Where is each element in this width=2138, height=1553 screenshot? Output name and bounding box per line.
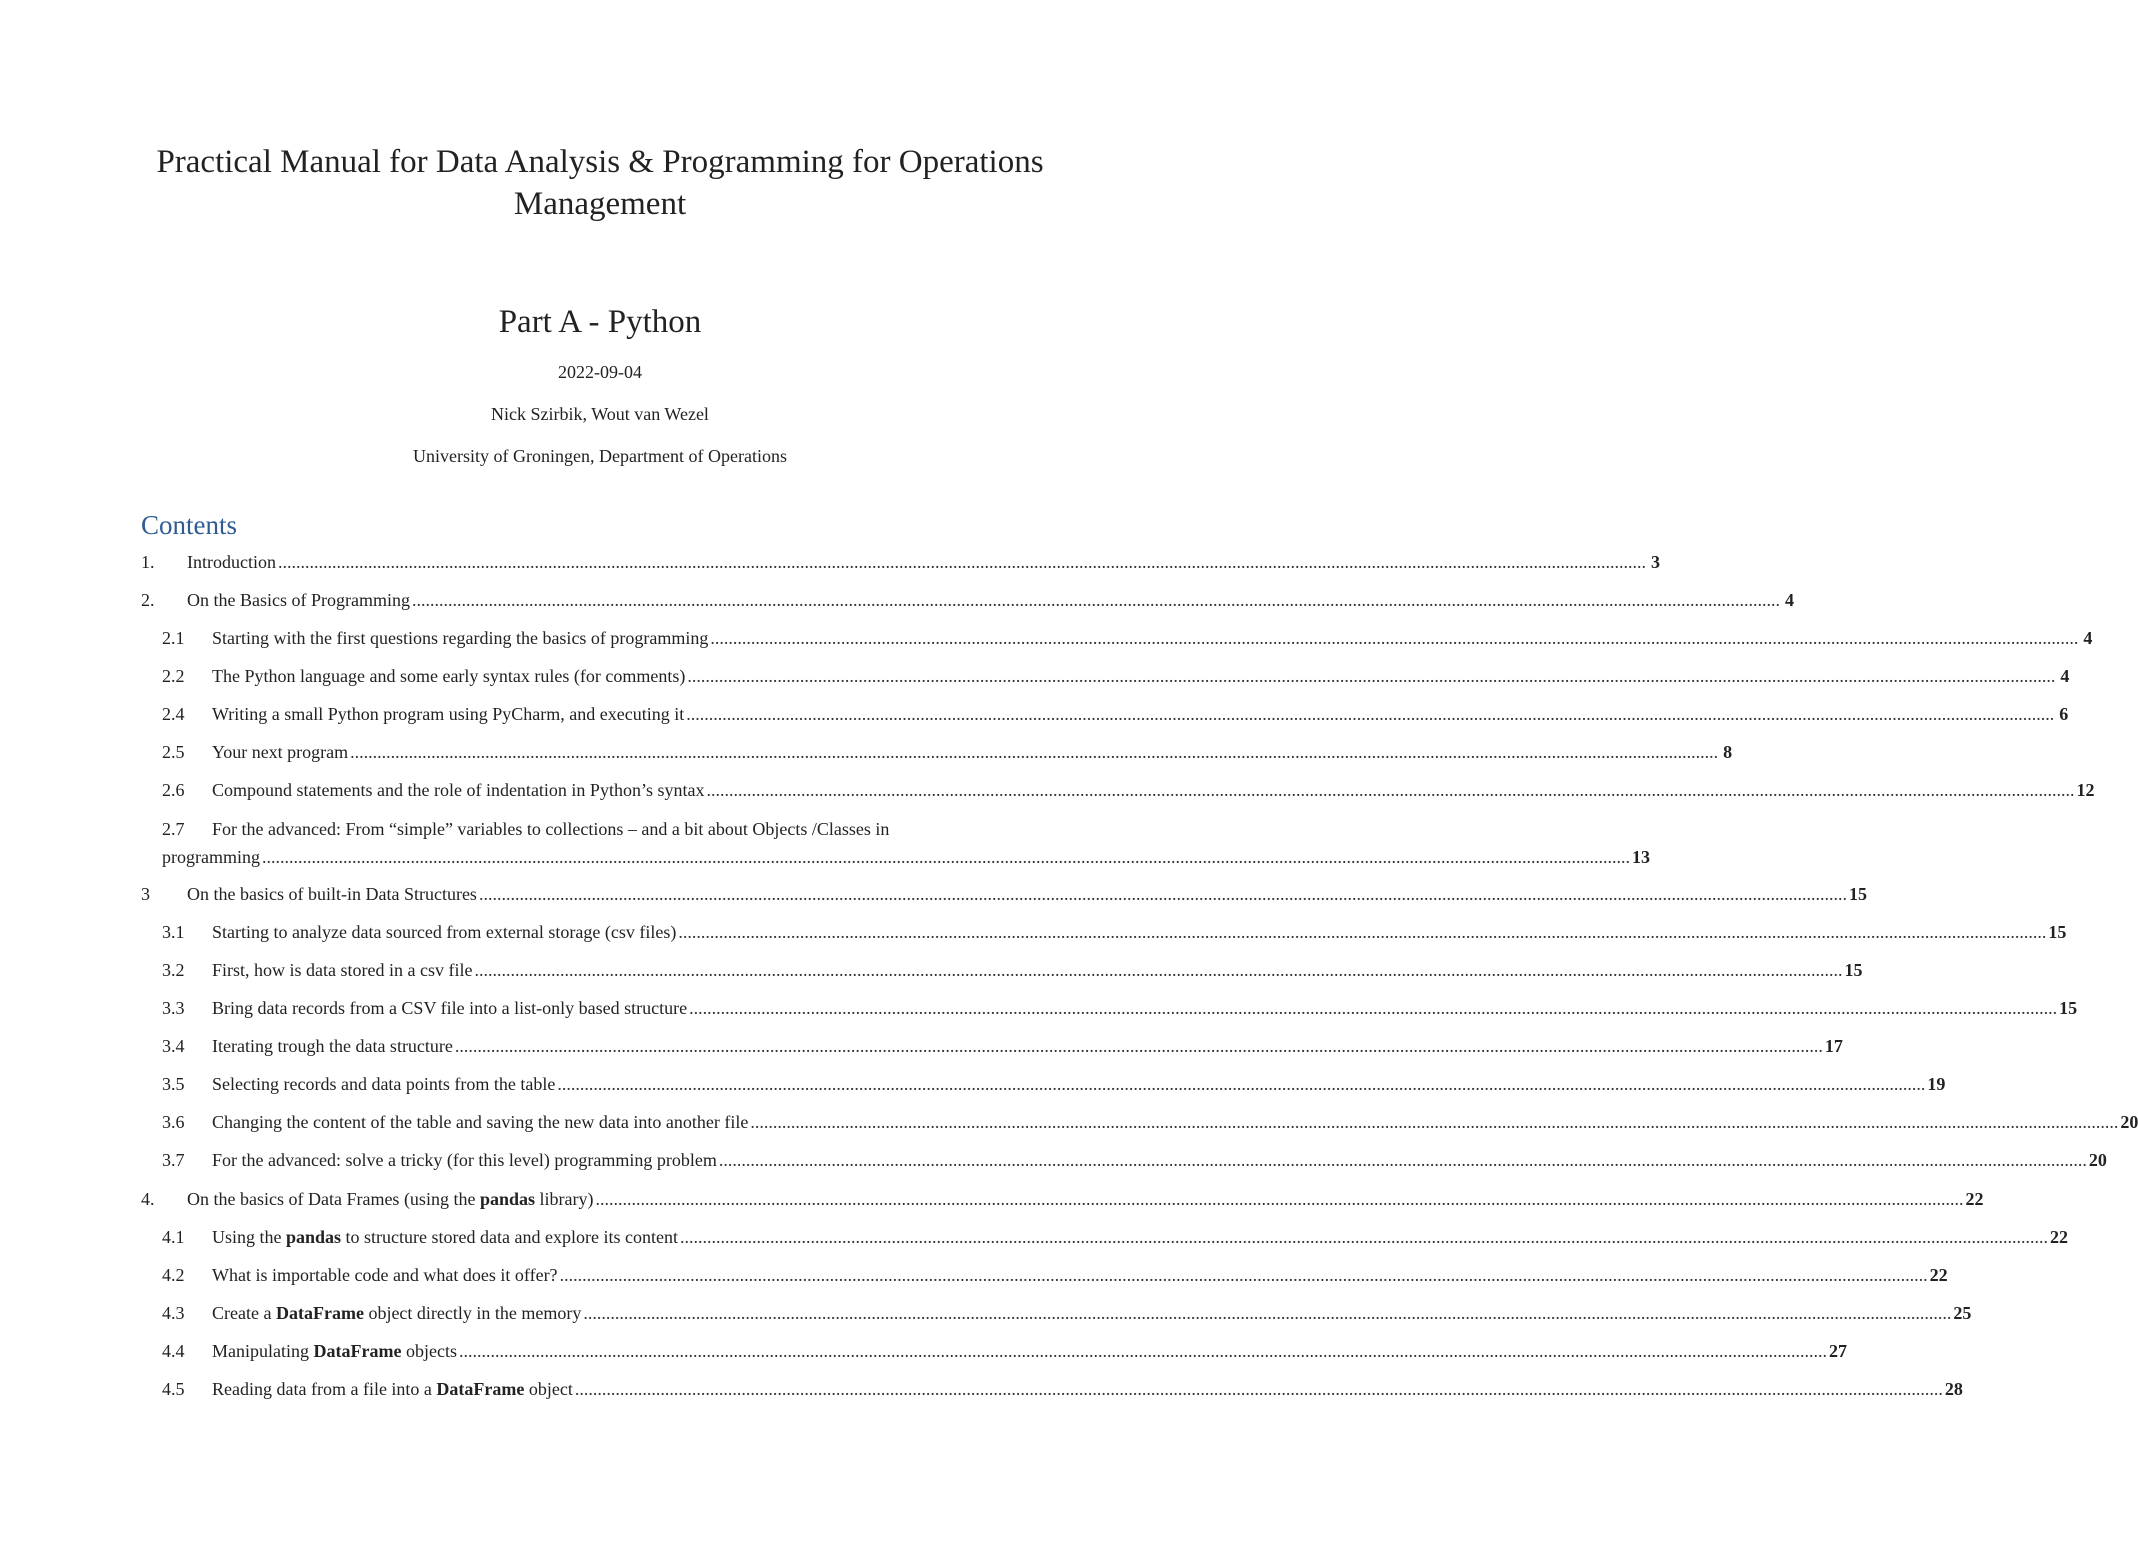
toc-leader xyxy=(412,587,1780,613)
toc-page: 22 xyxy=(2049,1227,2068,1247)
toc-number: 3.7 xyxy=(162,1150,185,1170)
document-affiliation: University of Groningen, Department of Operations xyxy=(413,446,787,466)
toc-leader xyxy=(750,1109,2118,1135)
toc-leader xyxy=(479,881,1847,907)
toc-page: 15 xyxy=(1844,960,1863,980)
toc-page: 27 xyxy=(1828,1341,1847,1361)
toc-title: On the Basics of Programming xyxy=(187,590,410,610)
toc-page: 8 xyxy=(1723,742,1733,762)
toc-page: 12 xyxy=(2076,780,2095,800)
toc-page: 13 xyxy=(1631,847,1650,867)
toc-line xyxy=(162,843,1650,871)
toc-leader xyxy=(719,1147,2087,1173)
toc-entry-2-4[interactable] xyxy=(162,701,2069,727)
toc-entry-2[interactable] xyxy=(141,587,1794,613)
toc-leader xyxy=(262,843,1630,871)
toc-entry-2-5[interactable] xyxy=(162,739,1733,765)
document-authors: Nick Szirbik, Wout van Wezel xyxy=(491,404,709,424)
toc-page: 19 xyxy=(1927,1074,1946,1094)
toc-number: 2. xyxy=(141,590,155,610)
toc-number: 2.7 xyxy=(162,819,185,839)
toc-title: The Python language and some early syntax rules (for comments) xyxy=(212,666,686,686)
toc-entry-3-7[interactable] xyxy=(162,1147,2107,1173)
toc-leader xyxy=(455,1033,1823,1059)
toc-page: 20 xyxy=(2088,1150,2107,1170)
toc-entry-4-5[interactable] xyxy=(162,1376,1963,1402)
toc-leader xyxy=(278,549,1646,575)
toc-entry-3-1[interactable] xyxy=(162,919,2067,945)
toc-entry-2-2[interactable] xyxy=(162,663,2070,689)
toc-entry-3-3[interactable] xyxy=(162,995,2078,1021)
toc-number: 2.6 xyxy=(162,780,185,800)
toc-number: 4.1 xyxy=(162,1227,185,1247)
toc-page: 3 xyxy=(1650,552,1660,572)
toc-leader xyxy=(678,919,2046,945)
toc-number: 3 xyxy=(141,884,150,904)
toc-entry-3-2[interactable] xyxy=(162,957,1863,983)
toc-title: For the advanced: solve a tricky (for this level) programming problem xyxy=(212,1150,717,1170)
toc-number: 3.1 xyxy=(162,922,185,942)
toc-leader xyxy=(350,739,1718,765)
toc-leader xyxy=(710,625,2078,651)
toc-page: 20 xyxy=(2120,1112,2138,1132)
toc-entry-3-4[interactable] xyxy=(162,1033,1843,1059)
toc-page: 22 xyxy=(1929,1265,1948,1285)
toc-title: Writing a small Python program using PyCharm, and executing it xyxy=(212,704,685,724)
code-keyword: DataFrame xyxy=(313,1341,402,1361)
toc-entry-4[interactable] xyxy=(141,1186,1984,1212)
toc-entry-3-6[interactable] xyxy=(162,1109,2138,1135)
toc-title: Starting with the first questions regarding the basics of programming xyxy=(212,628,709,648)
toc-title: What is importable code and what does it offer? xyxy=(212,1265,558,1285)
toc-entry-2-6[interactable] xyxy=(162,777,2095,803)
toc-entry-3[interactable] xyxy=(141,881,1867,907)
toc-page: 4 xyxy=(1784,590,1794,610)
toc-title-continued: programming xyxy=(162,847,260,867)
toc-page: 28 xyxy=(1944,1379,1963,1399)
toc-title: Compound statements and the role of indentation in Python’s syntax xyxy=(212,780,705,800)
toc-title: Reading data from a file into a DataFrame object xyxy=(212,1379,573,1399)
toc-leader xyxy=(575,1376,1943,1402)
toc-page: 15 xyxy=(2048,922,2067,942)
toc-number: 4.4 xyxy=(162,1341,185,1361)
toc-number: 2.5 xyxy=(162,742,185,762)
toc-entry-1[interactable] xyxy=(141,549,1660,575)
toc-line xyxy=(162,815,1057,843)
toc-title: First, how is data stored in a csv file xyxy=(212,960,473,980)
toc-number: 4.2 xyxy=(162,1265,185,1285)
code-keyword: pandas xyxy=(286,1227,342,1247)
toc-number: 2.4 xyxy=(162,704,185,724)
toc-title: Starting to analyze data sourced from external storage (csv files) xyxy=(212,922,677,942)
toc-page: 15 xyxy=(1848,884,1867,904)
toc-title: Manipulating DataFrame objects xyxy=(212,1341,457,1361)
toc-leader xyxy=(459,1338,1827,1364)
toc-entry-2-7[interactable] xyxy=(162,815,1650,871)
contents-heading: Contents xyxy=(141,510,238,540)
toc-number: 4.5 xyxy=(162,1379,185,1399)
toc-entry-3-5[interactable] xyxy=(162,1071,1946,1097)
toc-page: 4 xyxy=(2083,628,2093,648)
code-keyword: pandas xyxy=(479,1189,535,1209)
toc-number: 3.6 xyxy=(162,1112,185,1132)
toc-number: 4.3 xyxy=(162,1303,185,1323)
toc-page: 15 xyxy=(2059,998,2078,1018)
toc-number: 3.2 xyxy=(162,960,185,980)
toc-leader xyxy=(560,1262,1928,1288)
toc-page: 4 xyxy=(2060,666,2070,686)
toc-number: 1. xyxy=(141,552,155,572)
toc-page: 17 xyxy=(1824,1036,1843,1056)
toc-leader xyxy=(689,995,2057,1021)
toc-leader xyxy=(687,663,2055,689)
toc-title: Create a DataFrame object directly in the memory xyxy=(212,1303,582,1323)
toc-entry-4-4[interactable] xyxy=(162,1338,1847,1364)
toc-number: 3.3 xyxy=(162,998,185,1018)
toc-page: 22 xyxy=(1965,1189,1984,1209)
toc-leader xyxy=(557,1071,1925,1097)
toc-title: For the advanced: From “simple” variables to collections – and a bit about Objects /Classes in xyxy=(212,819,890,839)
toc-leader xyxy=(474,957,1842,983)
toc-title: Introduction xyxy=(187,552,276,572)
code-keyword: DataFrame xyxy=(436,1379,525,1399)
toc-number: 2.2 xyxy=(162,666,185,686)
toc-entry-4-2[interactable] xyxy=(162,1262,1948,1288)
document-date: 2022-09-04 xyxy=(558,362,642,382)
toc-title: Selecting records and data points from the table xyxy=(212,1074,556,1094)
toc-leader xyxy=(680,1224,2048,1250)
toc-title: On the basics of built-in Data Structures xyxy=(187,884,477,904)
document-title: Practical Manual for Data Analysis & Programming for Operations Management xyxy=(156,144,1044,222)
toc-number: 2.1 xyxy=(162,628,185,648)
toc-number: 3.5 xyxy=(162,1074,185,1094)
toc-title: On the basics of Data Frames (using the pandas library) xyxy=(187,1189,594,1209)
part-heading: Part A - Python xyxy=(498,304,702,340)
toc-page: 6 xyxy=(2059,704,2069,724)
toc-page: 25 xyxy=(1953,1303,1972,1323)
code-keyword: DataFrame xyxy=(275,1303,364,1323)
toc-leader xyxy=(706,777,2074,803)
toc-title: Changing the content of the table and saving the new data into another file xyxy=(212,1112,749,1132)
toc-leader xyxy=(583,1300,1951,1326)
toc-title: Iterating trough the data structure xyxy=(212,1036,453,1056)
toc-entry-2-1[interactable] xyxy=(162,625,2093,651)
toc-leader xyxy=(595,1186,1963,1212)
toc-number: 3.4 xyxy=(162,1036,185,1056)
toc-entry-4-1[interactable] xyxy=(162,1224,2068,1250)
toc-title: Bring data records from a CSV file into a list-only based structure xyxy=(212,998,688,1018)
toc-leader xyxy=(686,701,2054,727)
toc-title: Using the pandas to structure stored data and explore its content xyxy=(212,1227,678,1247)
toc-entry-4-3[interactable] xyxy=(162,1300,1972,1326)
toc-number: 4. xyxy=(141,1189,155,1209)
toc-title: Your next program xyxy=(212,742,349,762)
